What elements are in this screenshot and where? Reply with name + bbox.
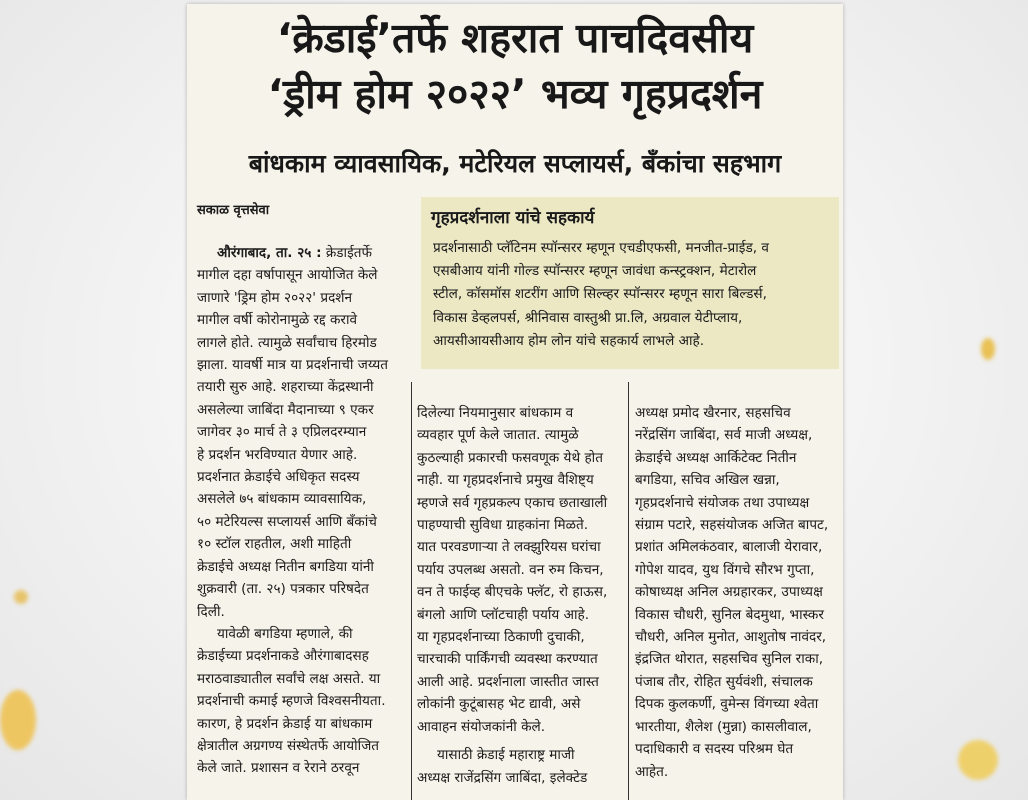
text-line: तयारी सुरु आहे. शहराच्या केंद्रस्थानी — [197, 379, 374, 396]
text-line: ५० मटेरियल्स सप्लायर्स आणि बँकांचे — [197, 513, 377, 530]
text-line: लागले होते. त्यामुळे सर्वांचाच हिरमोड — [197, 334, 377, 351]
article-column-2 — [417, 402, 621, 789]
text-line: हे प्रदर्शन भरविण्यात येणार आहे. — [197, 446, 358, 463]
text-line — [197, 242, 405, 264]
text-line: यासाठी क्रेडाई महाराष्ट्र माजी — [437, 747, 575, 764]
text-line: कुठल्याही प्रकारची फसवणूक येथे होत — [417, 449, 603, 466]
text-line: यात परवडणाऱ्या ते लक्झुरियस घरांचा — [417, 539, 601, 556]
dateline: औरंगाबाद, ता. २५ : — [217, 245, 322, 261]
text-line: बगडिया, सचिव अखिल खन्ना, — [635, 472, 780, 489]
text-line: जागेवर ३० मार्च ते ३ एप्रिलदरम्यान — [197, 424, 367, 441]
text-line: शुक्रवारी (ता. २५) पत्रकार परिषदेत — [197, 581, 369, 598]
text-line: गोपेश यादव, युथ विंगचे सौरभ गुप्ता, — [635, 561, 815, 578]
text-line: कोषाध्यक्ष अनिल अग्रहारकर, उपाध्यक्ष — [635, 584, 823, 601]
text-line: कारण, हे प्रदर्शन क्रेडाई या बांधकाम — [197, 715, 373, 732]
text-line: चौधरी, अनिल मुनोत, आशुतोष नावंदर, — [635, 629, 827, 646]
gold-sparkle — [14, 590, 28, 604]
newspaper-clipping — [187, 4, 843, 800]
text-line: इंद्रजित थोरात, सहसचिव सुनिल राका, — [635, 651, 824, 668]
text-line: असलेले ७५ बांधकाम व्यावसायिक, — [197, 491, 367, 508]
text-line: पर्याय उपलब्ध असतो. वन रुम किचन, — [417, 561, 604, 578]
byline: सकाळ वृत्तसेवा — [197, 203, 270, 218]
text-line: गृहप्रदर्शनाचे संयोजक तथा उपाध्यक्ष — [635, 494, 810, 511]
text-line: क्रेडाईचे अध्यक्ष आर्किटेक्ट नितीन — [635, 449, 797, 466]
sponsors-box — [421, 197, 839, 369]
text-line: आयसीआयसीआय होम लोन यांचे सहकार्य लाभले आहे. — [433, 332, 705, 349]
text-line: अध्यक्ष प्रमोद खैरनार, सहसचिव — [635, 405, 791, 421]
text-line: संग्राम पटारे, सहसंयोजक अजित बापट, — [635, 517, 829, 534]
text-line: प्रदर्शनासाठी प्लॅटिनम स्पॉन्सरर म्हणून एचडीएफसी, मनजीत-प्राईड, व — [433, 240, 769, 256]
text-line: क्रेडाईचे अध्यक्ष नितीन बगडिया यांनी — [197, 558, 374, 575]
text-line: अध्यक्ष राजेंद्रसिंग जाबिंदा, इलेक्टेड — [417, 769, 588, 786]
text-line: दिपक कुलकर्णी, वुमेन्स विंगच्या श्वेता — [635, 696, 819, 713]
article-column-3 — [635, 402, 839, 783]
column-divider — [628, 382, 629, 800]
text-line: क्रेडाईच्या प्रदर्शनाकडे औरंगाबादसह — [197, 648, 369, 665]
text-line: स्टील, कॉसमॉस शटरींग आणि सिल्व्हर स्पॉन्सरर म्हणून सारा बिल्डर्स, — [433, 286, 767, 303]
sponsors-box-title: गृहप्रदर्शनाला यांचे सहकार्य — [431, 208, 595, 228]
text-line: केले जाते. प्रशासन व रेराने ठरवून — [197, 760, 360, 777]
text-line: या गृहप्रदर्शनाच्या ठिकाणी दुचाकी, — [417, 629, 585, 646]
text-line: एसबीआय यांनी गोल्ड स्पॉन्सरर म्हणून जावंधा कन्स्ट्रक्शन, मेटारोल — [433, 263, 757, 280]
text-line: बंगलो आणि प्लॉटचाही पर्याय आहे. — [417, 606, 590, 623]
text-line: चारचाकी पार्किंगची व्यवस्था करण्यात — [417, 651, 598, 668]
text-line: प्रदर्शनात क्रेडाईचे अधिकृत सदस्य — [197, 469, 360, 486]
gold-sparkle — [958, 740, 998, 780]
sponsors-box-text — [433, 237, 829, 353]
text-line: झाला. यावर्षी मात्र या प्रदर्शनाची जय्यत — [197, 357, 388, 374]
text-line: प्रशांत अमिलकंठवार, बालाजी येरावार, — [635, 539, 823, 556]
text-line: यावेळी बगडिया म्हणाले, की — [217, 625, 353, 642]
text-line: क्षेत्रातील अग्रगण्य संस्थेतर्फे आयोजित — [197, 737, 380, 754]
text-line: पाहण्याची सुविधा ग्राहकांना मिळते. — [417, 517, 589, 534]
text-line: असलेल्या जाबिंदा मैदानाच्या ९ एकर — [197, 401, 374, 418]
text-line: लोकांनी कुटूंबासह भेट द्यावी, असे — [417, 696, 581, 713]
text-line: मागील वर्षी कोरोनामुळे रद्द करावे — [197, 312, 358, 329]
headline-line-2: ‘ड्रीम होम २०२२’ भव्य गृहप्रदर्शन — [267, 70, 763, 118]
text-line: १० स्टॉल राहतील, अशी माहिती — [197, 536, 352, 553]
text-line: नाही. या गृहप्रदर्शनाचे प्रमुख वैशिष्ट्य — [417, 472, 594, 489]
text-line: मागील दहा वर्षापासून आयोजित केले — [197, 267, 378, 284]
text-line: विकास डेव्हलपर्स, श्रीनिवास वास्तुश्री प्रा.लि, अग्रवाल येटीप्लाय, — [433, 309, 743, 326]
article-column-1 — [197, 242, 405, 780]
text-line: विकास चौधरी, सुनिल बेदमुथा, भास्कर — [635, 606, 824, 623]
text-line: प्रदर्शनाची कमाई म्हणजे विश्वसनीयता. — [197, 693, 386, 710]
text-line: भारतीया, शैलेश (मुन्ना) कासलीवाल, — [635, 718, 812, 735]
text-line: दिली. — [197, 603, 225, 620]
text-line: नरेंद्रसिंग जाबिंदा, सर्व माजी अध्यक्ष, — [635, 427, 813, 444]
headline-line-1: ‘क्रेडाई’तर्फे शहरात पाचदिवसीय — [276, 14, 754, 62]
text-line: म्हणजे सर्व गृहप्रकल्प एकाच छताखाली — [417, 494, 608, 511]
column-divider — [411, 382, 412, 800]
text-line: आहेत. — [635, 763, 669, 780]
gold-sparkle — [981, 338, 995, 360]
text-line: वन ते फाईव्ह बीएचके फ्लॅट, रो हाऊस, — [417, 584, 608, 601]
text-line: आवाहन संयोजकांनी केले. — [417, 718, 546, 735]
text-line: मराठवाड्यातील सर्वांचे लक्ष असते. या — [197, 670, 381, 687]
text-line: पंजाब तौर, रोहित सुर्यवंशी, संचालक — [635, 673, 813, 690]
subheadline: बांधकाम व्यावसायिक, मटेरियल सप्लायर्स, बँकांचा सहभाग — [248, 149, 782, 178]
text-line: व्यवहार पूर्ण केले जातात. त्यामुळे — [417, 427, 579, 444]
text-fragment: क्रेडाईतर्फे — [321, 245, 372, 261]
text-line: दिलेल्या नियमानुसार बांधकाम व — [417, 405, 574, 421]
text-line: आली आहे. प्रदर्शनाला जास्तीत जास्त — [417, 673, 599, 690]
text-line: पदाधिकारी व सदस्य परिश्रम घेत — [635, 741, 794, 758]
gold-sparkle — [0, 690, 36, 750]
text-line: जाणारे 'ड्रिम होम २०२२' प्रदर्शन — [197, 289, 353, 306]
